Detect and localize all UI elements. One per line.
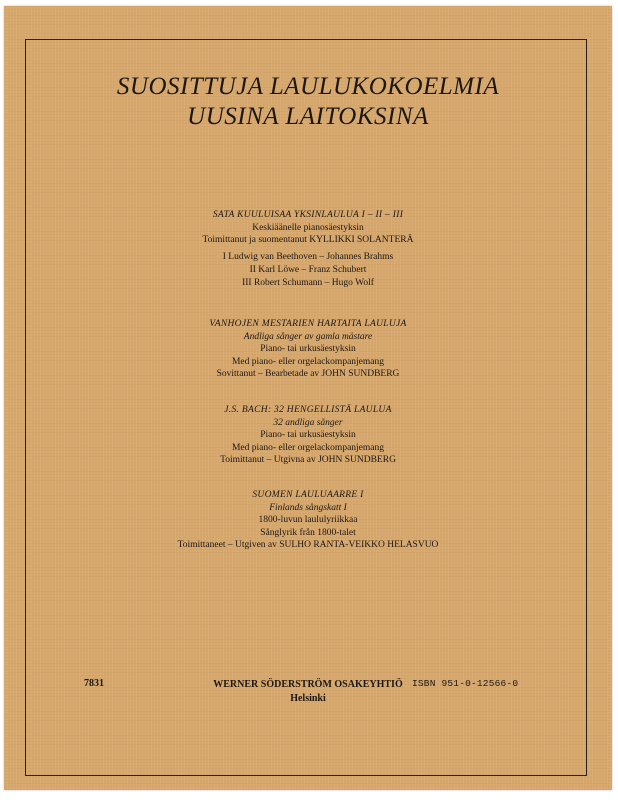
publisher-name: WERNER SÖDERSTRÖM OSAKEYHTIÖ [213, 679, 403, 690]
collection-subtitle: 32 andliga sånger [273, 417, 343, 428]
collection-bach [4, 404, 612, 467]
collection-heading: VANHOJEN MESTARIEN HARTAITA LAULUJA [209, 319, 407, 329]
volume-item: II Karl Löwe – Franz Schubert [249, 264, 367, 275]
publisher-block [4, 678, 612, 706]
collection-line: Sovittanut – Bearbetade av JOHN SUNDBERG [216, 369, 400, 379]
collection-vanhojen-mestarien [4, 318, 612, 381]
collection-heading: SATA KUULUISAA YKSINLAULUA I – II – III [212, 210, 404, 220]
collection-line: Toimittaneet – Utgiven av SULHO RANTA-VEIKKO HELASVUO [177, 540, 439, 550]
catalog-number: 7831 [84, 678, 104, 689]
collection-line: Med piano- eller orgelackompanjemang [231, 356, 385, 367]
isbn-number: ISBN 951-0-12566-0 [412, 678, 519, 689]
volume-list [4, 251, 612, 290]
publisher-city: Helsinki [290, 693, 326, 704]
collection-heading: SUOMEN LAULUAARRE I [252, 490, 364, 500]
collection-line: Keskiäänelle pianosäestyksin [252, 222, 364, 233]
volume-item: III Robert Schumann – Hugo Wolf [242, 277, 374, 288]
collection-line: Piano- tai urkusäestyksin [260, 344, 356, 354]
cover-title-line-2: UUSINA LAITOKSINA [187, 103, 429, 130]
collection-subtitle: Finlands sångskatt I [269, 502, 347, 513]
collection-suomen-lauluaarre [4, 489, 612, 552]
collection-line: Toimittanut ja suomentanut KYLLIKKI SOLANTERÄ [202, 235, 414, 245]
book-back-cover [4, 6, 612, 790]
collection-line: Piano- tai urkusäestyksin [260, 430, 356, 440]
collection-line: Med piano- eller orgelackompanjemang [231, 442, 385, 453]
cover-title-line-1: SUOSITTUJA LAULUKOKOELMIA [116, 73, 500, 100]
collection-sata-kuuluisaa [4, 209, 612, 290]
collection-subtitle: Andliga sånger av gamla mästare [243, 331, 373, 342]
volume-item: I Ludwig van Beethoven – Johannes Brahms [222, 251, 394, 262]
collection-heading: J.S. BACH: 32 HENGELLISTÄ LAULUA [224, 405, 392, 415]
collection-line: Toimittanut – Utgivna av JOHN SUNDBERG [220, 455, 396, 465]
collection-line: 1800-luvun laululyriikkaa [258, 515, 358, 525]
collection-line: Sånglyrik från 1800-talet [260, 527, 356, 538]
cover-title [4, 72, 612, 132]
